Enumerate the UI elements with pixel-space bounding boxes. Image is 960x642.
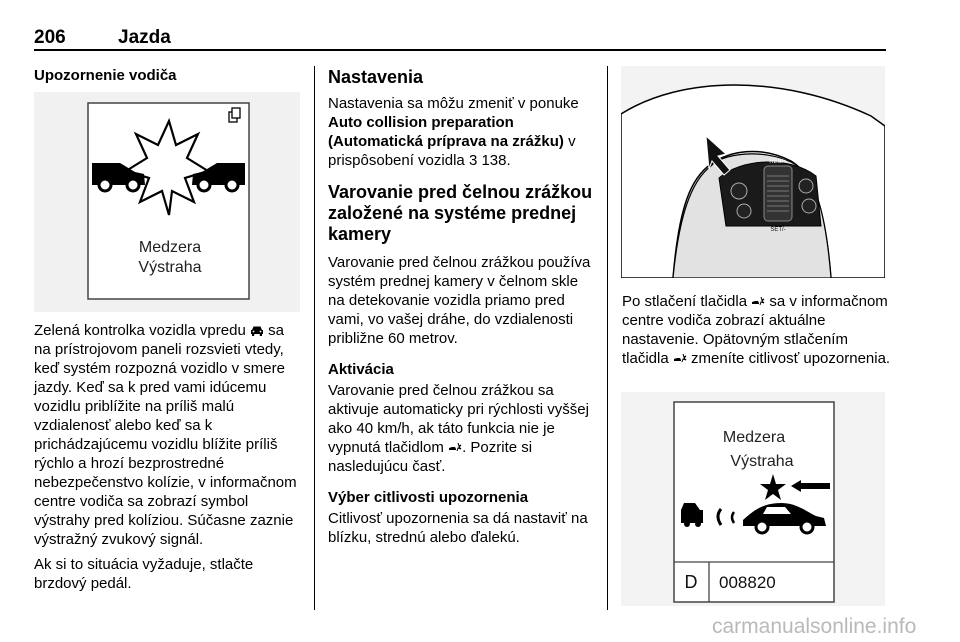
figure-code-number: 008820 <box>719 573 776 592</box>
page-reference-link[interactable]: 3 138. <box>468 152 511 169</box>
set-minus-label: SET/- <box>770 227 786 233</box>
subheading-sensitivity: Výber citlivosti upozornenia <box>328 489 529 506</box>
column-1 <box>34 66 302 89</box>
chapter-title: Jazda <box>118 27 171 48</box>
volume-roller[interactable] <box>764 166 792 221</box>
section-heading-settings: Nastavenia <box>328 67 424 87</box>
collision-alert-display-illustration <box>34 92 300 312</box>
section-heading-front-collision: Varovanie pred čelnou zrážkou založené na systéme prednej kamery <box>328 182 593 244</box>
column-divider-1 <box>314 66 315 610</box>
page-number: 206 <box>34 27 66 48</box>
footer-watermark[interactable]: carmanualsonline.info <box>712 615 917 638</box>
collision-alert-button-icon <box>751 295 765 307</box>
reference-arrow-icon: 3 <box>468 152 478 169</box>
display-label-warning: Výstraha <box>138 259 202 276</box>
figure-steering-wheel-controls <box>621 66 885 278</box>
subheading-activation: Aktivácia <box>328 361 394 378</box>
column-1-body <box>34 321 302 599</box>
figure-sensitivity-display <box>621 392 885 606</box>
paragraph-press-button: Po stlačení tlačidla sa v informačnom centre vodiča zobrazí aktuálne nastavenie. Opätovným stlačením tlačidla zmeníte citlivosť upozornenia. <box>622 293 891 367</box>
display-label-gap: Medzera <box>722 429 786 446</box>
paragraph-brake: Ak si to situácia vyžaduje, stlačte brzdový pedál. <box>34 556 254 592</box>
steering-wheel-illustration <box>621 66 885 278</box>
figure-code-letter: D <box>684 572 698 592</box>
paragraph-sensitivity: Citlivosť upozornenia sa dá nastaviť na blízku, strednú alebo ďalekú. <box>328 510 588 546</box>
paragraph-activation: Varovanie pred čelnou zrážkou sa aktivuje automaticky pri rýchlosti vyššej ako 40 km/h, ak táto funkcia nie je vypnutá tlačidlom . Pozrite si nasledujúcu časť. <box>328 382 589 475</box>
sensitivity-display-illustration <box>621 392 885 606</box>
column-divider-2 <box>607 66 608 610</box>
collision-alert-button-icon <box>673 352 687 364</box>
figure-collision-alert-display <box>34 92 300 312</box>
limiter-button[interactable] <box>799 179 813 193</box>
adaptive-button[interactable] <box>802 199 816 213</box>
res-plus-label: RES/+ <box>769 159 787 165</box>
collision-alert-button[interactable] <box>731 183 747 199</box>
column-2 <box>328 66 598 553</box>
display-label-gap: Medzera <box>138 239 202 256</box>
header-rule <box>34 49 886 51</box>
paragraph-front-vehicle-indicator: Zelená kontrolka vozidla vpredu sa na prístrojovom paneli rozsvieti vtedy, keď systém rozpozná vozidlo v smere jazdy. Keď sa k pred vami idúcemu vozidlu priblížite na príliš malú vzdialenosť alebo keď sa k prichádzajúcemu vozidlu blížite príliš rýchlo a hrozí bezprostredné nebezpečenstvo kolízie, v informačnom centre vodiča sa zobrazí symbol výstrahy pred kolíziou. Súčasne zaznie výstražný zvukový signál. <box>34 322 297 548</box>
front-vehicle-icon <box>250 325 264 336</box>
paragraph-front-camera: Varovanie pred čelnou zrážkou používa systém prednej kamery v čelnom skle na detekovanie vozidla priamo pred vami, vo vašej dráhe, do vzdialenosti približne 60 metrov. <box>328 254 591 347</box>
column-3-body <box>622 292 892 374</box>
collision-alert-button-icon <box>448 441 462 453</box>
display-label-warning: Výstraha <box>730 453 794 470</box>
section-heading-driver-warning: Upozornenie vodiča <box>34 67 177 84</box>
cruise-button[interactable] <box>737 204 751 218</box>
paragraph-settings: Nastavenia sa môžu zmeniť v ponuke Auto collision preparation (Automatická príprava na zrážku) v prispôsobení vozidla 3 138. <box>328 95 579 169</box>
